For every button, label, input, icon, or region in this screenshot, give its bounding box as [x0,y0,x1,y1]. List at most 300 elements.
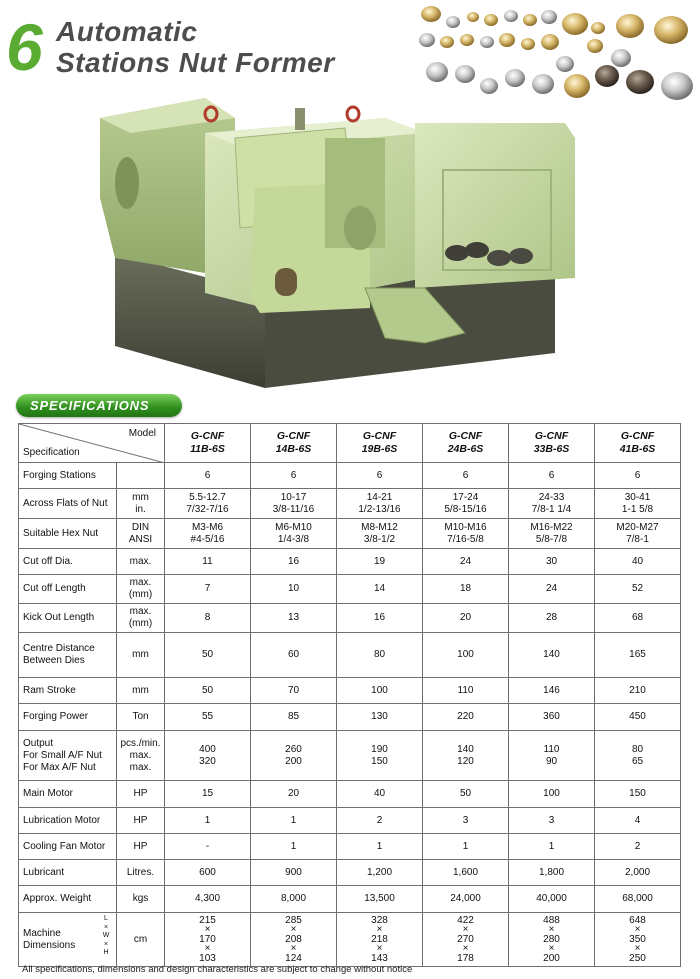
model-series: G-CNF [190,430,225,442]
nut-row-2 [419,33,603,53]
value-cell [165,519,251,549]
value-cell-line: 24-33 [538,491,565,503]
value-cell-line: 30 [545,555,558,567]
dimension-line: 103 [199,952,216,964]
row-label-line: Suitable Hex Nut [23,527,99,539]
value-cell-line: 165 [629,649,646,660]
value-cell-line: 1 [290,840,297,852]
value-cell-line: 5/8-15/16 [444,503,487,515]
row-unit-line: mm [132,491,149,503]
value-cell-line: 7/8-1 [626,533,649,545]
value-cell [165,886,251,913]
value-cell-line: 1,600 [452,866,479,878]
value-cell-line: 50 [459,788,472,799]
value-cell-line: 70 [287,684,300,696]
row-unit [117,604,165,633]
value-cell [423,633,509,678]
table-row [19,489,681,519]
value-cell [595,489,681,519]
value-cell-line: 6 [290,469,297,481]
value-cell-line: 14 [373,583,386,594]
dimension-line: 170 [199,933,216,945]
value-cell [251,519,337,549]
row-label-line: Approx. Weight [23,893,92,904]
value-cell [595,704,681,731]
value-cell [595,781,681,808]
value-cell [595,549,681,575]
value-cell [595,633,681,678]
dimension-line: × [204,924,211,936]
dimension-line: 270 [457,933,474,945]
value-cell-line: 1 [376,840,383,852]
value-cell [251,549,337,575]
value-cell-line: 3 [548,814,555,826]
row-label [19,860,117,886]
model-series: G-CNF [448,430,483,442]
model-series: G-CNF [620,430,655,442]
row-unit-line: max. [129,761,152,773]
value-cell-line: 3/8-11/16 [272,503,315,515]
value-cell-line: 150 [629,788,646,799]
value-cell-line: M10-M16 [444,521,487,533]
value-cell [337,519,423,549]
row-label [19,834,117,860]
value-cell-line: 6 [204,469,211,481]
row-label-line: Forging Power [23,711,89,722]
dimension-line: × [548,943,555,955]
value-cell-line: 100 [543,788,560,799]
value-cell-line: 2 [634,840,641,852]
value-cell-line: 13,500 [364,893,395,904]
row-unit-line: max. [129,749,152,761]
row-unit-line: in. [135,503,146,515]
value-cell [165,808,251,834]
row-unit-line: ANSI [128,533,153,545]
dimension-line: 285 [285,914,302,926]
dimension-line: × [634,924,641,936]
model-header [165,424,251,463]
row-unit [117,834,165,860]
value-cell-line: 11 [202,555,213,567]
value-cell [509,575,595,604]
value-cell [509,463,595,489]
specifications-body [19,463,681,913]
value-cell-line: 220 [457,711,474,722]
value-cell [337,781,423,808]
value-cell [423,489,509,519]
dimension-line: × [290,943,297,955]
value-cell [165,463,251,489]
table-corner-cell [19,424,165,463]
value-cell-line: 8,000 [280,893,307,904]
value-cell [423,575,509,604]
value-cell-line: 100 [457,649,474,660]
value-cell-line: 1,200 [366,866,393,878]
value-cell [423,463,509,489]
value-cell-line: 24 [545,583,558,594]
row-unit [117,489,165,519]
dimension-line: 648 [629,914,646,926]
value-cell [251,704,337,731]
value-cell-line: 6 [462,469,469,481]
dimension-line: × [462,924,469,936]
model-code: 24B-6S [447,443,484,455]
value-cell-line: 7/32-7/16 [186,503,229,515]
value-cell [509,678,595,704]
table-row [19,731,681,781]
value-cell [423,886,509,913]
value-cell [251,489,337,519]
row-label [19,886,117,913]
lwh-letter: H [103,949,109,957]
row-unit-line: max. [129,606,152,617]
value-cell [595,604,681,633]
dimension-line: × [462,943,469,955]
value-cell [165,704,251,731]
dimension-line: 250 [629,952,646,964]
model-header [337,424,423,463]
value-cell [509,633,595,678]
row-unit-line: (mm) [128,589,153,600]
value-cell-line: 120 [457,755,474,767]
dimension-line: × [634,943,641,955]
value-cell [423,860,509,886]
value-cell-line: #4-5/16 [190,533,225,545]
row-label [19,519,117,549]
value-cell-line: 52 [631,583,644,594]
value-cell-line: 110 [457,684,474,696]
dimension-cell [165,913,251,967]
row-unit-line: kgs [132,893,149,904]
model-code: 41B-6S [619,443,656,455]
value-cell-line: 65 [631,755,644,767]
value-cell-line: 200 [285,755,302,767]
lwh-key [102,915,110,958]
value-cell-line: M16-M22 [530,521,573,533]
value-cell-line: 130 [371,711,388,722]
row-label-line: Forging Stations [23,469,96,481]
value-cell [423,678,509,704]
value-cell-line: 30-41 [624,491,651,503]
value-cell-line: 900 [285,866,302,878]
dimension-line: 143 [371,952,388,964]
value-cell-line: 68,000 [622,893,653,904]
value-cell [595,834,681,860]
value-cell-line: 50 [201,684,214,696]
value-cell [509,731,595,781]
row-unit-line: max. [129,577,152,588]
row-label-line: For Max A/F Nut [23,761,96,773]
dimensions-body [19,913,681,967]
dimension-line: × [204,943,211,955]
corner-model-label: Model [128,428,156,439]
dimension-cell [595,913,681,967]
value-cell-line: M6-M10 [275,521,312,533]
value-cell-line: 100 [371,684,388,696]
dimension-line: × [376,924,383,936]
model-code: 33B-6S [533,443,570,455]
value-cell [509,704,595,731]
value-cell-line: 85 [287,711,300,722]
value-cell-line: 1/4-3/8 [277,533,310,545]
row-label-line: Cooling Fan Motor [23,840,106,852]
dimension-line: 218 [371,933,388,945]
value-cell-line: 55 [201,711,214,722]
dimension-line: 178 [457,952,474,964]
table-row [19,886,681,913]
value-cell-line: 13 [287,612,300,623]
value-cell [165,549,251,575]
value-cell-line: 260 [285,743,302,755]
row-label [19,913,117,967]
value-cell [423,808,509,834]
value-cell-line: 5.5-12.7 [189,491,226,503]
nut-former-machine-image [85,78,585,398]
value-cell-line: 1,800 [538,866,565,878]
value-cell-line: 2 [376,814,383,826]
value-cell [251,678,337,704]
value-cell-line: 6 [634,469,641,481]
value-cell [251,781,337,808]
row-unit-line: Ton [132,711,149,722]
model-header [595,424,681,463]
value-cell [509,834,595,860]
row-label-line: Centre Distance [23,643,95,654]
value-cell-line: 360 [543,711,560,722]
dimension-line: × [548,924,555,936]
dimension-line: 350 [629,933,646,945]
value-cell-line: 600 [199,866,216,878]
footnote: All specifications, dimensions and design characteristics are subject to change without notice [22,964,413,975]
row-unit [117,463,165,489]
value-cell-line: 5/8-7/8 [535,533,568,545]
row-label-line: Main Motor [23,788,74,799]
dimension-line: 328 [371,914,388,926]
row-label [19,489,117,519]
model-header [423,424,509,463]
value-cell [337,678,423,704]
row-label-line: Between Dies [23,655,85,666]
row-label-line: Output [23,737,54,749]
value-cell-line: 210 [629,684,646,696]
row-label [19,604,117,633]
value-cell-line: 28 [545,612,558,623]
value-cell [509,860,595,886]
row-label [19,549,117,575]
row-label [19,704,117,731]
model-series: G-CNF [362,430,397,442]
row-unit-line: (mm) [128,618,153,629]
value-cell [337,808,423,834]
value-cell-line: 6 [376,469,383,481]
section-number: 6 [6,10,43,84]
row-unit [117,678,165,704]
value-cell [337,633,423,678]
value-cell [165,781,251,808]
value-cell-line: 2,000 [624,866,651,878]
row-label-line: Kick Out Length [23,612,95,623]
table-row [19,678,681,704]
value-cell [337,549,423,575]
row-unit-line: pcs./min. [120,737,161,749]
value-cell-line: M3-M6 [191,521,224,533]
dimension-cell [509,913,595,967]
value-cell-line: - [205,840,210,852]
value-cell-line: M20-M27 [616,521,659,533]
table-row [19,808,681,834]
dimension-cell [251,913,337,967]
row-unit [117,633,165,678]
value-cell [337,886,423,913]
value-cell [509,604,595,633]
row-unit [117,731,165,781]
value-cell [595,860,681,886]
value-cell-line: 15 [201,788,214,799]
row-unit-line: Litres. [126,866,155,878]
value-cell [423,834,509,860]
model-series: G-CNF [534,430,569,442]
table-row [19,781,681,808]
value-cell-line: 16 [373,612,386,623]
dimension-cell [423,913,509,967]
value-cell [423,731,509,781]
value-cell-line: 4,300 [194,893,221,904]
value-cell [595,886,681,913]
value-cell [337,731,423,781]
row-unit [117,575,165,604]
row-unit [117,519,165,549]
value-cell [251,860,337,886]
model-code: 19B-6S [361,443,398,455]
value-cell-line: 7/16-5/8 [447,533,484,545]
value-cell [165,633,251,678]
value-cell [509,808,595,834]
row-unit-line: max. [129,555,152,567]
value-cell-line: 3/8-1/2 [363,533,396,545]
row-unit-line: DIN [131,521,150,533]
value-cell [595,808,681,834]
row-unit-line: HP [133,814,148,826]
value-cell-line: 19 [373,555,386,567]
row-unit [117,886,165,913]
value-cell-line: 20 [287,788,300,799]
value-cell [337,575,423,604]
row-label-line: Across Flats of Nut [23,497,108,509]
value-cell [423,604,509,633]
row-label [19,731,117,781]
row-unit-line: mm [132,649,149,660]
table-row [19,519,681,549]
lwh-letter: L [104,915,108,922]
value-cell [423,781,509,808]
value-cell-line: 90 [545,755,558,767]
value-cell-line: 1 [462,840,469,852]
dimension-line: 215 [199,914,216,926]
value-cell [595,731,681,781]
value-cell-line: 400 [199,743,216,755]
value-cell-line: 10-17 [280,491,307,503]
value-cell [251,886,337,913]
value-cell-line: 16 [287,555,300,567]
value-cell-line: 4 [634,814,641,826]
value-cell-line: 140 [543,649,560,660]
model-code: 14B-6S [275,443,312,455]
value-cell [509,489,595,519]
row-unit-line: HP [133,840,148,852]
value-cell-line: 17-24 [452,491,479,503]
row-label [19,463,117,489]
row-label-line: Cut off Dia. [23,555,73,567]
model-header [509,424,595,463]
table-row [19,704,681,731]
value-cell-line: 320 [199,755,216,767]
value-cell-line: 1-1 5/8 [621,503,654,515]
specifications-banner: SPECIFICATIONS [16,394,182,417]
dimension-line: 488 [543,914,560,926]
value-cell-line: 40 [631,555,644,567]
table-row [19,834,681,860]
value-cell [423,519,509,549]
value-cell-line: 146 [543,684,560,696]
table-row [19,575,681,604]
value-cell [337,834,423,860]
lwh-letter: × [103,940,109,948]
row-label-line: For Small A/F Nut [23,749,102,761]
value-cell [595,678,681,704]
row-label [19,808,117,834]
value-cell-line: 6 [548,469,555,481]
page-title [56,16,335,78]
row-label [19,678,117,704]
dimension-line: 280 [543,933,560,945]
row-unit [117,549,165,575]
value-cell-line: 80 [631,743,644,755]
value-cell [165,575,251,604]
value-cell [165,678,251,704]
value-cell-line: 450 [629,711,646,722]
table-row-dimensions [19,913,681,967]
row-unit-line: mm [132,684,149,696]
value-cell [423,704,509,731]
table-row [19,633,681,678]
value-cell [509,886,595,913]
value-cell [251,834,337,860]
row-unit [117,860,165,886]
value-cell-line: 1 [548,840,555,852]
value-cell [165,604,251,633]
dimension-cell [337,913,423,967]
value-cell [165,731,251,781]
value-cell [337,489,423,519]
value-cell [165,834,251,860]
row-label-line: Dimensions [23,939,76,951]
value-cell [509,781,595,808]
value-cell-line: 7 [204,583,211,594]
value-cell [251,575,337,604]
model-header [251,424,337,463]
value-cell-line: 190 [371,743,388,755]
value-cell [337,704,423,731]
dimension-line: 124 [285,952,302,964]
value-cell-line: 24,000 [450,893,481,904]
table-row [19,463,681,489]
row-label-line: Ram Stroke [23,684,76,696]
value-cell-line: 110 [543,743,560,755]
model-series: G-CNF [276,430,311,442]
value-cell [337,604,423,633]
value-cell-line: 24 [459,555,472,567]
row-label [19,633,117,678]
